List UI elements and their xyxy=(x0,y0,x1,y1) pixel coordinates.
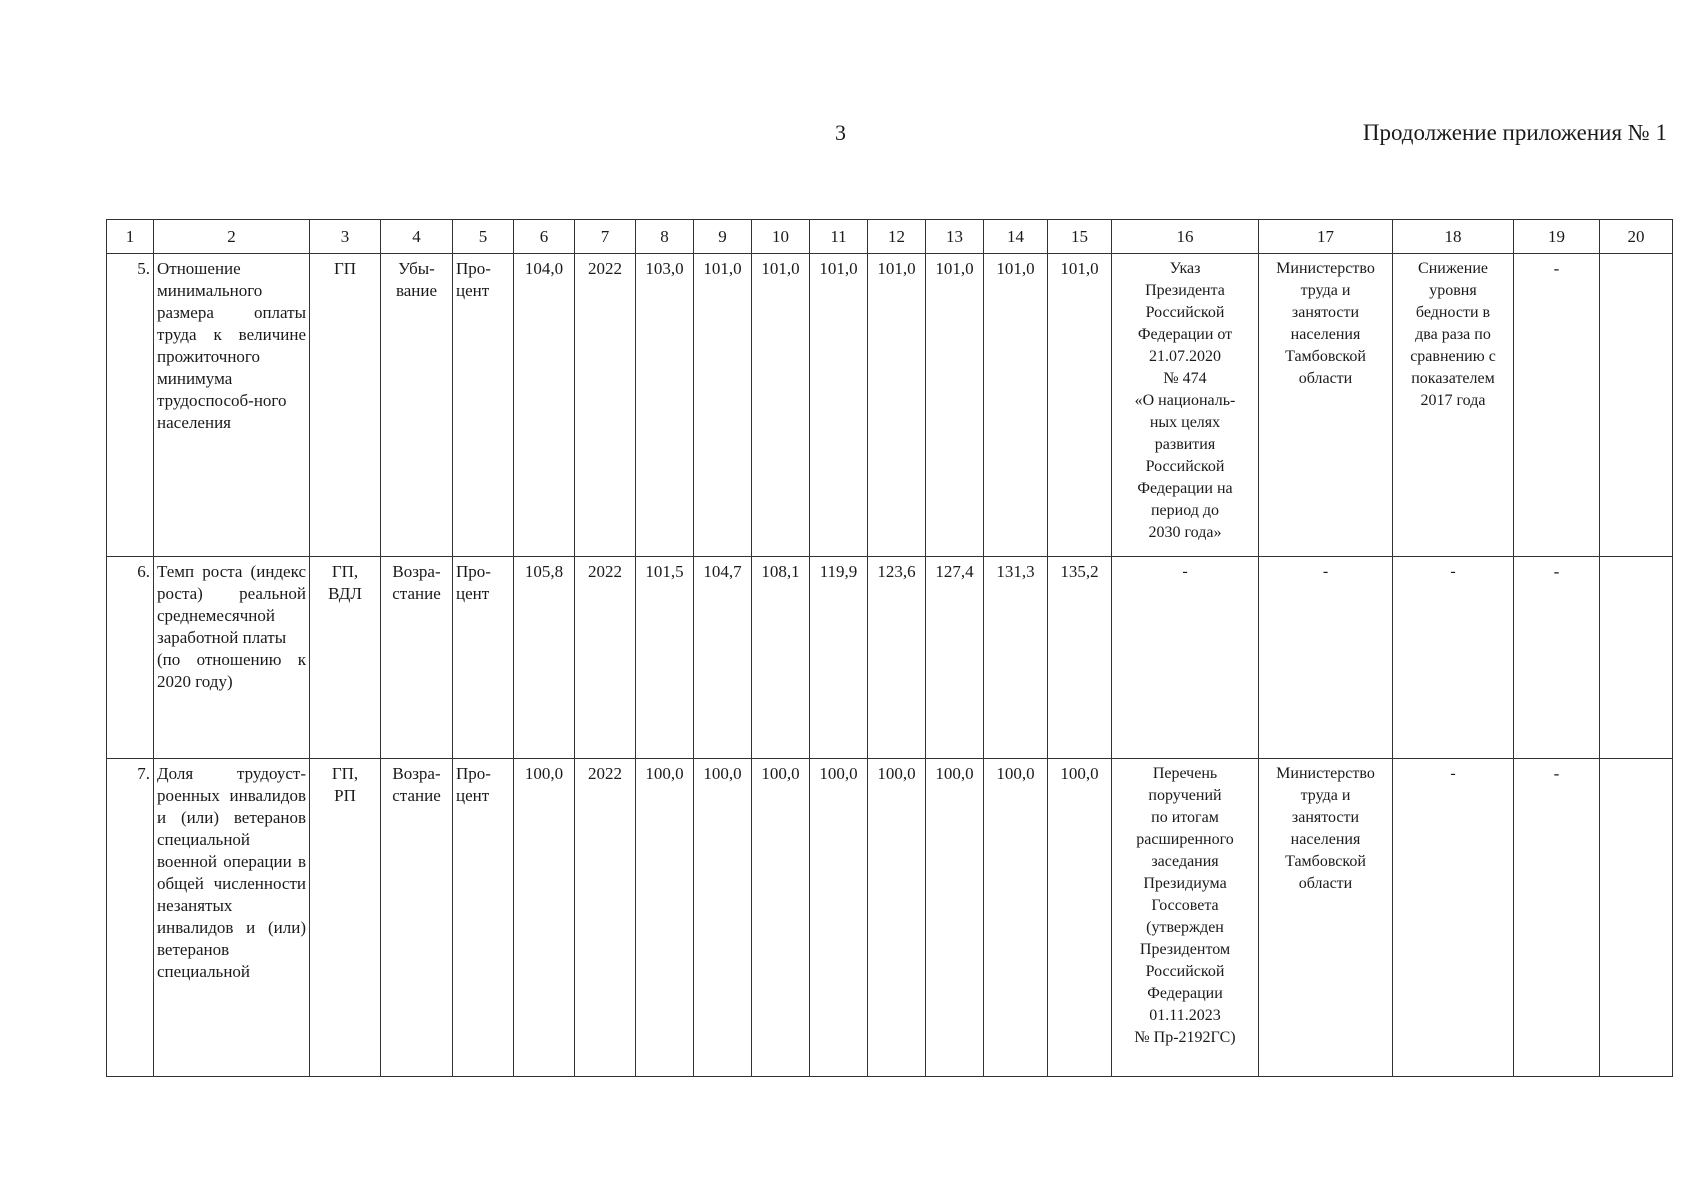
direction-text: Возра- стание xyxy=(392,562,441,603)
value-cell: 100,0 xyxy=(810,759,868,1077)
document-text: Перечень поручений по итогам расширенного заседания Президиума Госсовета (утвержден Президентом Российской Федерации 01.11.2023 № Пр-2192ГС) xyxy=(1134,765,1236,1046)
column-20-cell xyxy=(1600,254,1673,557)
column-header: 18 xyxy=(1393,220,1514,254)
column-header: 13 xyxy=(926,220,984,254)
indicator-level xyxy=(310,557,381,759)
responsible-body xyxy=(1259,759,1393,1077)
value-cell: 101,0 xyxy=(926,254,984,557)
value-cell: 108,1 xyxy=(752,557,810,759)
indicator-direction xyxy=(381,254,453,557)
column-header: 12 xyxy=(868,220,926,254)
value-cell: 119,9 xyxy=(810,557,868,759)
value-cell: 101,0 xyxy=(1048,254,1112,557)
link-text: Снижение уровня бедности в два раза по сравнению с показателем 2017 года xyxy=(1410,260,1496,409)
column-header: 9 xyxy=(694,220,752,254)
responsible-text: - xyxy=(1322,563,1329,580)
column-header: 6 xyxy=(514,220,575,254)
column-number-header xyxy=(107,220,1673,254)
column-header: 5 xyxy=(453,220,514,254)
value-cell: 135,2 xyxy=(1048,557,1112,759)
column-header: 11 xyxy=(810,220,868,254)
unit-text: Про- цент xyxy=(456,562,491,603)
value-cell: 101,0 xyxy=(984,254,1048,557)
base-value: 100,0 xyxy=(514,759,575,1077)
column-header: 1 xyxy=(107,220,154,254)
table-row xyxy=(107,557,1673,759)
value-cell: 101,0 xyxy=(868,254,926,557)
column-19-cell: - xyxy=(1514,759,1600,1077)
indicators-table xyxy=(106,219,1673,1077)
column-19-cell: - xyxy=(1514,557,1600,759)
document-text: - xyxy=(1182,563,1188,580)
column-header: 2 xyxy=(154,220,310,254)
value-cell: 104,7 xyxy=(694,557,752,759)
table-row xyxy=(107,759,1673,1077)
value-cell: 100,0 xyxy=(752,759,810,1077)
column-header: 3 xyxy=(310,220,381,254)
column-19-cell: - xyxy=(1514,254,1600,557)
value-cell: 100,0 xyxy=(1048,759,1112,1077)
indicator-unit xyxy=(453,557,514,759)
column-header: 10 xyxy=(752,220,810,254)
row-number: 5. xyxy=(107,254,154,557)
value-cell: 100,0 xyxy=(636,759,694,1077)
document-text: Указ Президента Российской Федерации от 21.07.2020 № 474 «О националь- ных целях развития Российской Федерации на период до 2030 года» xyxy=(1134,260,1236,541)
base-year: 2022 xyxy=(575,254,636,557)
national-goal-link xyxy=(1393,759,1514,1077)
level-text: ГП, ВДЛ xyxy=(328,562,362,603)
responsible-text: Министерство труда и занятости населения Тамбовской области xyxy=(1276,260,1375,387)
value-cell: 101,0 xyxy=(810,254,868,557)
value-cell: 131,3 xyxy=(984,557,1048,759)
column-header: 19 xyxy=(1514,220,1600,254)
unit-text: Про- цент xyxy=(456,764,491,805)
base-value: 105,8 xyxy=(514,557,575,759)
indicator-level xyxy=(310,759,381,1077)
responsible-text: Министерство труда и занятости населения Тамбовской области xyxy=(1276,765,1375,892)
base-value: 104,0 xyxy=(514,254,575,557)
indicator-name-text: Отношение минимального размера оплаты труда к величине прожиточного минимума трудоспособ-ного населения xyxy=(157,259,306,432)
column-header: 20 xyxy=(1600,220,1673,254)
responsible-body xyxy=(1259,557,1393,759)
indicator-name-text: Доля трудоуст-роенных инвалидов и (или) ветеранов специальной военной операции в общей численности незанятых инвалидов и (или) ветеранов специальной xyxy=(157,764,306,981)
regulatory-document xyxy=(1112,254,1259,557)
column-header: 7 xyxy=(575,220,636,254)
column-20-cell xyxy=(1600,759,1673,1077)
national-goal-link xyxy=(1393,254,1514,557)
indicator-name-text: Темп роста (индекс роста) реальной среднемесячной заработной платы (по отношению к 2020 году) xyxy=(157,562,306,691)
value-cell: 123,6 xyxy=(868,557,926,759)
column-20-cell xyxy=(1600,557,1673,759)
value-cell: 101,5 xyxy=(636,557,694,759)
appendix-continuation-title: Продолжение приложения № 1 xyxy=(1362,120,1667,145)
value-cell: 127,4 xyxy=(926,557,984,759)
column-header: 17 xyxy=(1259,220,1393,254)
page-number: 3 xyxy=(835,120,846,145)
table-row xyxy=(107,254,1673,557)
indicator-level xyxy=(310,254,381,557)
row-number: 7. xyxy=(107,759,154,1077)
indicator-name xyxy=(154,759,310,1077)
value-cell: 100,0 xyxy=(868,759,926,1077)
indicator-unit xyxy=(453,759,514,1077)
value-cell: 100,0 xyxy=(694,759,752,1077)
indicator-direction xyxy=(381,557,453,759)
level-text: ГП xyxy=(333,259,357,278)
column-header: 8 xyxy=(636,220,694,254)
indicator-direction xyxy=(381,759,453,1077)
direction-text: Возра- стание xyxy=(392,764,441,805)
value-cell: 101,0 xyxy=(694,254,752,557)
unit-text: Про- цент xyxy=(456,259,491,300)
regulatory-document xyxy=(1112,759,1259,1077)
indicator-unit xyxy=(453,254,514,557)
indicator-name xyxy=(154,557,310,759)
column-header: 15 xyxy=(1048,220,1112,254)
national-goal-link xyxy=(1393,557,1514,759)
value-cell: 101,0 xyxy=(752,254,810,557)
value-cell: 100,0 xyxy=(984,759,1048,1077)
link-text: - xyxy=(1450,563,1456,580)
value-cell: 100,0 xyxy=(926,759,984,1077)
responsible-body xyxy=(1259,254,1393,557)
level-text: ГП, РП xyxy=(331,764,359,805)
direction-text: Убы- вание xyxy=(395,259,438,300)
column-header: 4 xyxy=(381,220,453,254)
row-number: 6. xyxy=(107,557,154,759)
value-cell: 103,0 xyxy=(636,254,694,557)
indicator-name xyxy=(154,254,310,557)
link-text: - xyxy=(1450,765,1456,782)
column-header: 14 xyxy=(984,220,1048,254)
column-header: 16 xyxy=(1112,220,1259,254)
base-year: 2022 xyxy=(575,557,636,759)
regulatory-document xyxy=(1112,557,1259,759)
base-year: 2022 xyxy=(575,759,636,1077)
